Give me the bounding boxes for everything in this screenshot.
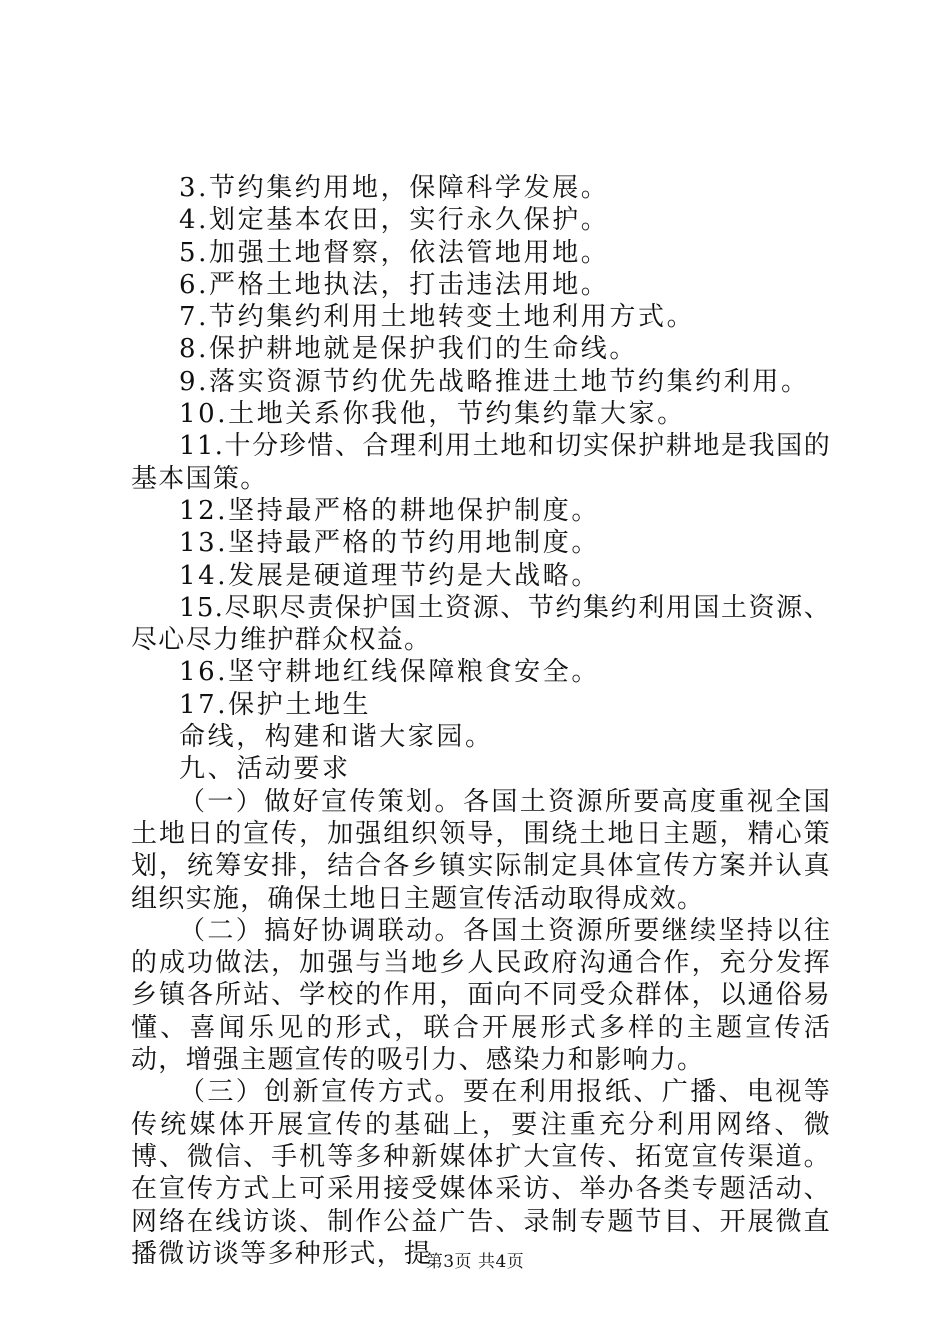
paragraph: （三）创新宣传方式。要在利用报纸、广播、电视等传统媒体开展宣传的基础上，要注重充分利用网络、微博、微信、手机等多种新媒体扩大宣传、拓宽宣传渠道。在宣传方式上可采用接受媒体采访、举办各类专题活动、网络在线访谈、制作公益广告、录制专题节目、开展微直播微访谈等多种形式，提 xyxy=(131,1077,831,1269)
paragraph: 13.坚持最严格的节约用地制度。 xyxy=(179,528,600,559)
paragraph: 11.十分珍惜、合理利用土地和切实保护耕地是我国的基本国策。 xyxy=(131,431,831,494)
paragraph: 6.严格土地执法，打击违法用地。 xyxy=(179,269,610,300)
paragraph: 7.节约集约利用土地转变土地利用方式。 xyxy=(179,302,696,333)
paragraph: 命线，构建和谐大家园。 xyxy=(179,722,494,753)
document-body xyxy=(131,172,831,1270)
paragraph: 5.加强土地督察，依法管地用地。 xyxy=(179,237,610,268)
paragraph: 17.保护土地生 xyxy=(179,689,372,720)
paragraph: 14.发展是硬道理节约是大战略。 xyxy=(179,560,600,591)
paragraph: 16.坚守耕地红线保障粮食安全。 xyxy=(179,657,600,688)
paragraph: 3.节约集约用地，保障科学发展。 xyxy=(179,173,610,203)
page-number: 第3页 共4页 xyxy=(425,1252,525,1272)
paragraph: （二）搞好协调联动。各国土资源所要继续坚持以往的成功做法，加强与当地乡人民政府沟通合作，充分发挥乡镇各所站、学校的作用，面向不同受众群体，以通俗易懂、喜闻乐见的形式，联合开展形式多样的主题宣传活动，增强主题宣传的吸引力、感染力和影响力。 xyxy=(131,915,831,1076)
paragraph: 12.坚持最严格的耕地保护制度。 xyxy=(179,495,600,526)
paragraph: 9.落实资源节约优先战略推进土地节约集约利用。 xyxy=(179,366,810,397)
paragraph: 8.保护耕地就是保护我们的生命线。 xyxy=(179,334,639,365)
section-heading: 九、活动要求 xyxy=(179,754,351,785)
paragraph: 10.土地关系你我他，节约集约靠大家。 xyxy=(179,399,686,430)
paragraph: 15.尽职尽责保护国土资源、节约集约利用国土资源、尽心尽力维护群众权益。 xyxy=(131,592,831,656)
paragraph: （一）做好宣传策划。各国土资源所要高度重视全国土地日的宣传，加强组织领导，围绕土地日主题，精心策划，统筹安排，结合各乡镇实际制定具体宣传方案并认真组织实施，确保土地日主题宣传活动取得成效。 xyxy=(131,786,831,914)
paragraph: 4.划定基本农田，实行永久保护。 xyxy=(179,205,610,236)
